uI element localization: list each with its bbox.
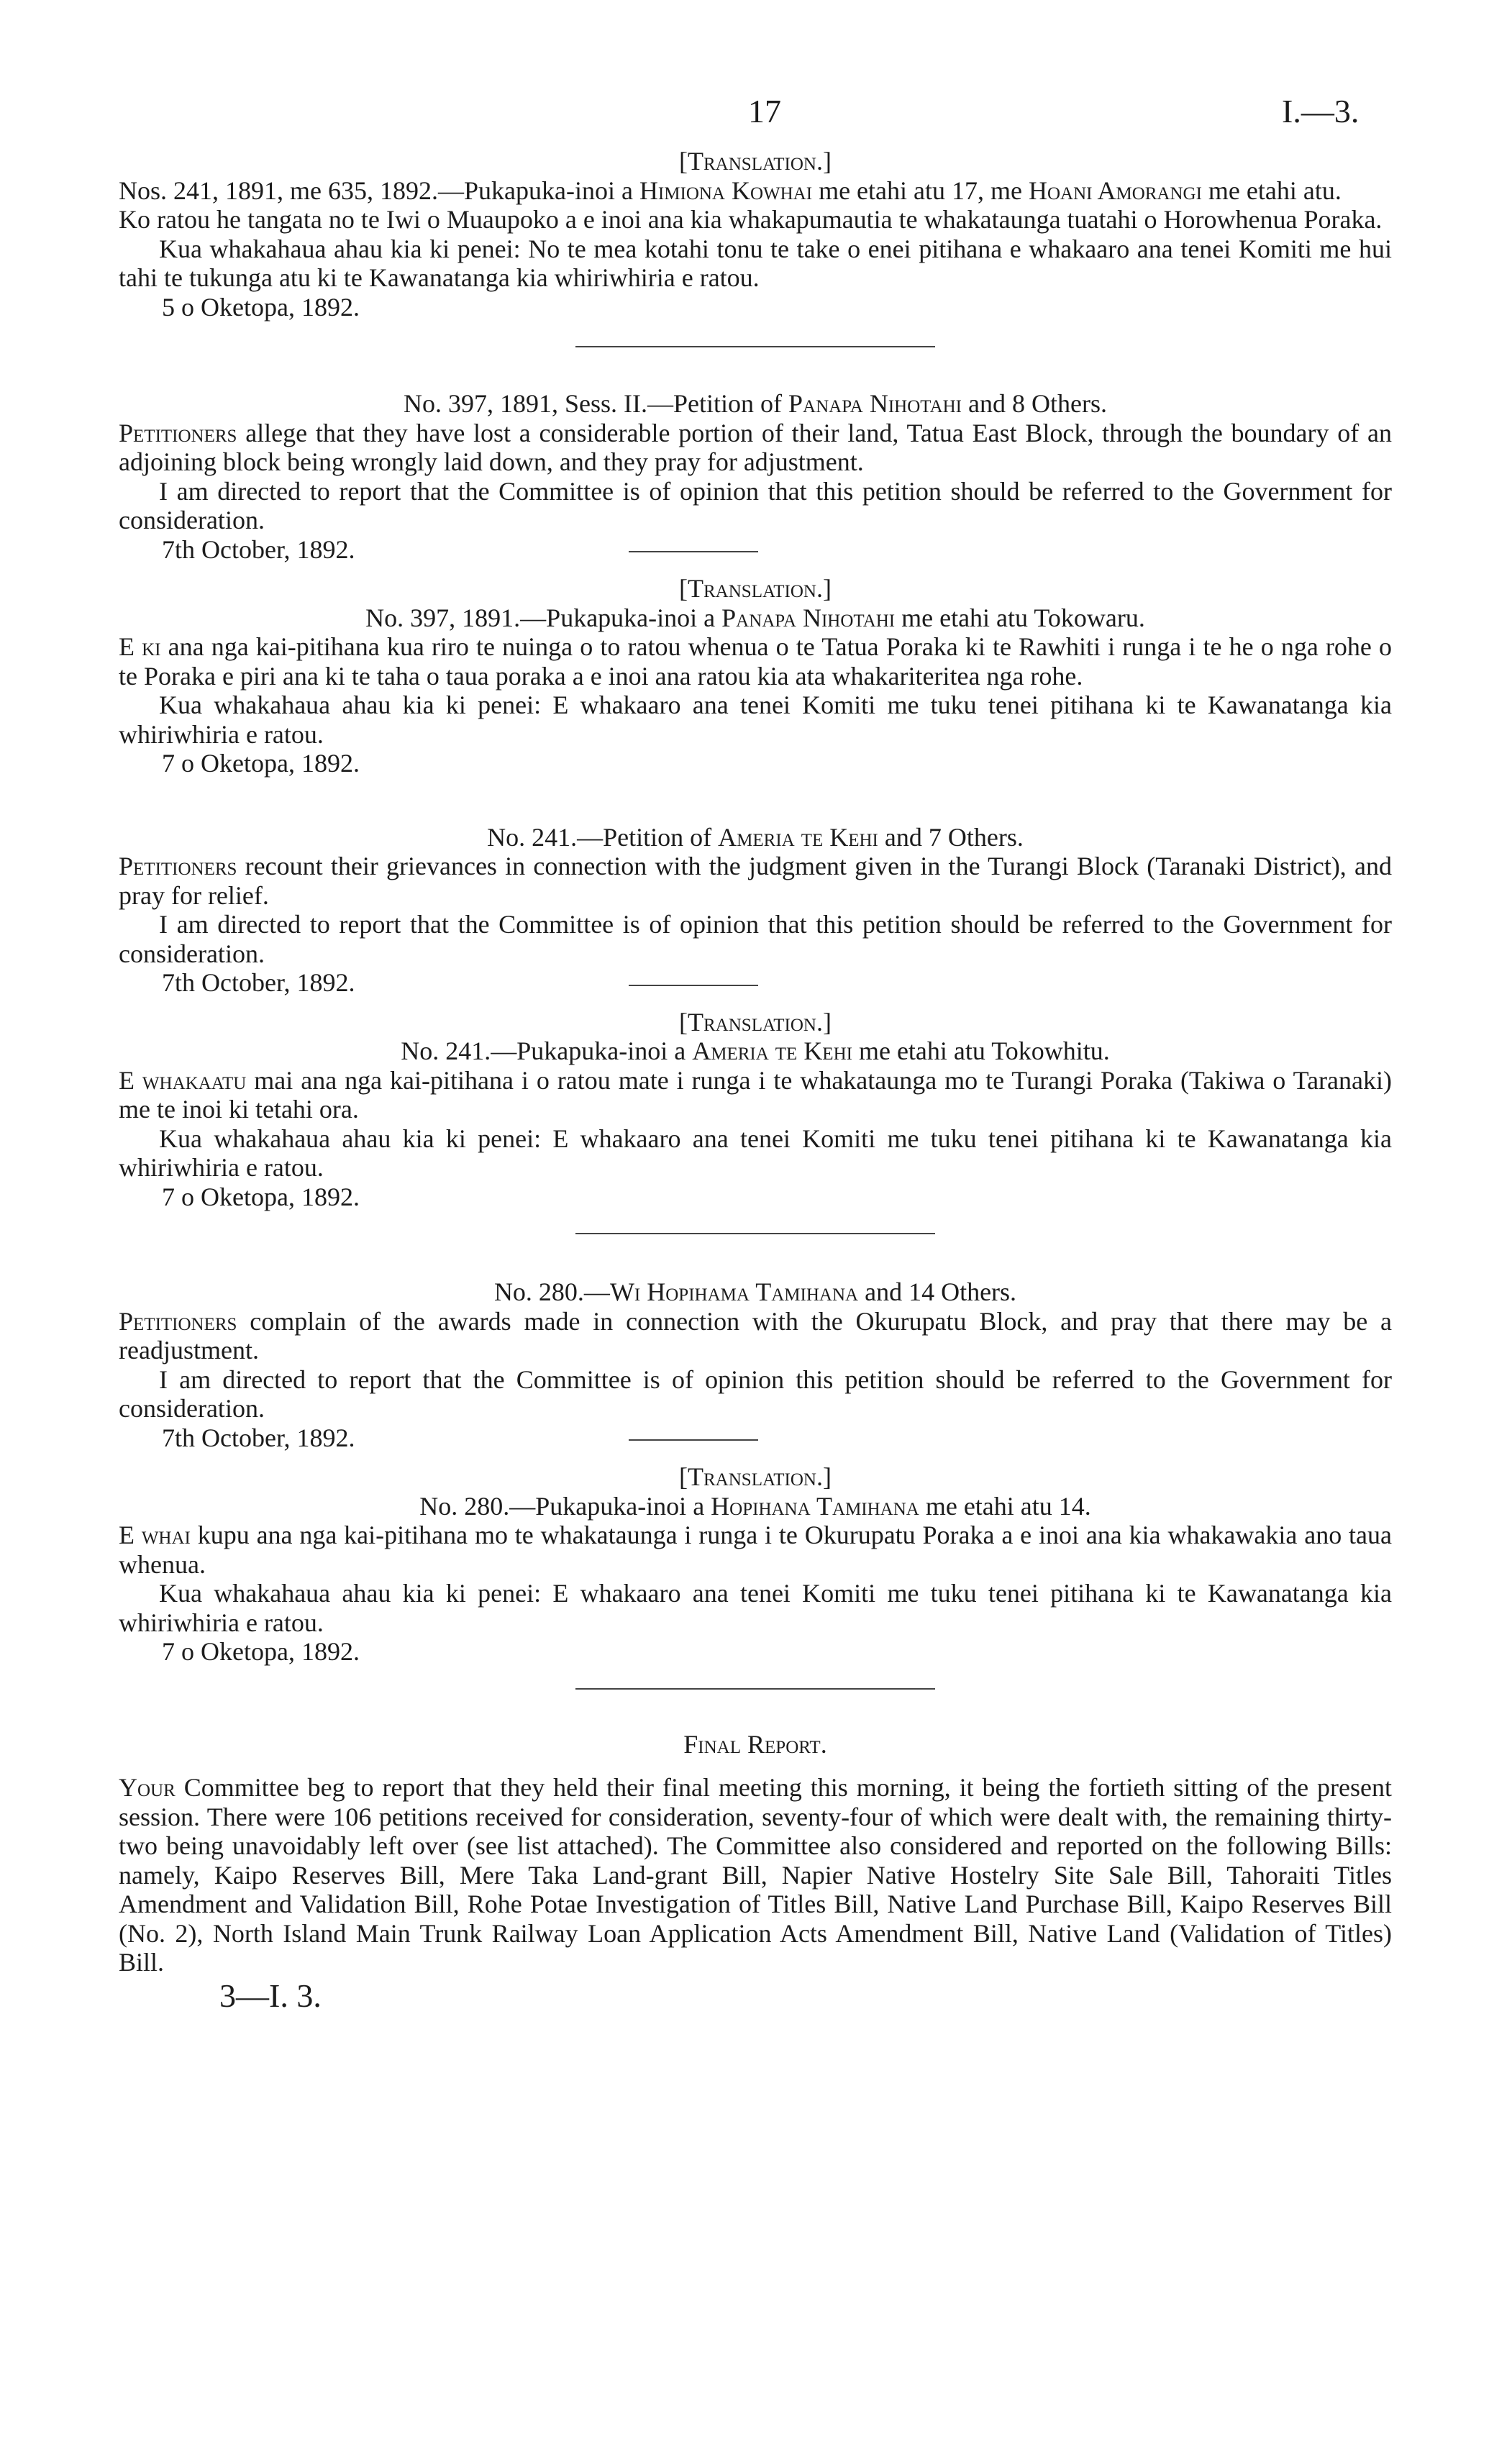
paper-reference: I.—3. — [1282, 93, 1360, 129]
paragraph: I am directed to report that the Committee is of opinion that this petition should be referred to the Government for consideration. — [119, 910, 1392, 968]
signature-mark: 3—I. 3. — [219, 1977, 322, 2014]
section-title: Nos. 241, 1891, me 635, 1892.—Pukapuka-inoi a Himiona Kowhai me etahi atu 17, me Hoani Amorangi me etahi atu. — [119, 176, 1342, 205]
section-title: No. 241.—Pukapuka-inoi a Ameria te Kehi me etahi atu Tokowhitu. — [401, 1036, 1110, 1065]
paragraph: E whakaatu mai ana nga kai-pitihana i o ratou mate i runga i te whakataunga mo te Turangi Poraka (Takiwa o Taranaki) me te inoi ki tetahi ora. — [119, 1065, 1392, 1124]
page-content — [119, 144, 1393, 2014]
section-divider — [575, 1688, 935, 1690]
date-line: 7th October, 1892. — [119, 968, 1392, 998]
paragraph: Ko ratou he tangata no te Iwi o Muaupoko a e inoi ana kia whakapumautia te whakataunga tuatahi o Horowhenua Poraka. — [119, 205, 1383, 234]
paragraph: Kua whakahaua ahau kia ki penei: E whakaaro ana tenei Komiti me tuku tenei pitihana ki te Kawanatanga kia whiriwhiria e ratou. — [119, 1124, 1392, 1182]
paragraph: Petitioners recount their grievances in connection with the judgment given in the Turangi Block (Taranaki District), and pray for relief. — [119, 852, 1392, 910]
translation-label: [Translation.] — [679, 1462, 832, 1491]
paragraph: Kua whakahaua ahau kia ki penei: E whakaaro ana tenei Komiti me tuku tenei pitihana ki te Kawanatanga kia whiriwhiria e ratou. — [119, 1579, 1392, 1637]
section-divider — [575, 1233, 935, 1234]
section-divider — [575, 346, 935, 347]
section-title: No. 397, 1891.—Pukapuka-inoi a Panapa Nihotahi me etahi atu Tokowaru. — [365, 603, 1145, 632]
section-title: No. 280.—Wi Hopihama Tamihana and 14 Others. — [493, 1277, 1017, 1306]
translation-label: [Translation.] — [679, 147, 832, 176]
paragraph: E ki ana nga kai-pitihana kua riro te nuinga o to ratou whenua o te Tatua Poraka ki te Rawhiti i runga i te he o nga rohe o te Poraka e piri ana ki te taha o taua poraka a e inoi ana ratou kia ata whakariteritea nga rohe. — [119, 632, 1393, 691]
paragraph: Kua whakahaua ahau kia ki penei: No te mea kotahi tonu te take o enei pitihana e whakaaro ana tenei Komiti me hui tahi te tukunga atu ki te Kawanatanga kia whiriwhiria e ratou. — [119, 234, 1392, 292]
paragraph: Petitioners allege that they have lost a considerable portion of their land, Tatua East Block, through the boundary of an adjoining block being wrongly laid down, and they pray for adjustment. — [119, 418, 1392, 476]
date-line: 7 o Oketopa, 1892. — [162, 1182, 360, 1211]
section-title: No. 397, 1891, Sess. II.—Petition of Panapa Nihotahi and 8 Others. — [404, 389, 1107, 418]
paragraph: E whai kupu ana nga kai-pitihana mo te whakataunga i runga i te Okurupatu Poraka a e inoi ana kia whakawakia ano taua whenua. — [119, 1521, 1392, 1579]
translation-label: [Translation.] — [679, 1007, 832, 1036]
date-line: 5 o Oketopa, 1892. — [162, 292, 360, 322]
short-divider — [629, 551, 758, 552]
section-title: No. 241.—Petition of Ameria te Kehi and 7 Others. — [487, 822, 1024, 852]
page-number: 17 — [748, 93, 781, 129]
paragraph: Kua whakahaua ahau kia ki penei: E whakaaro ana tenei Komiti me tuku tenei pitihana ki te Kawanatanga kia whiriwhiria e ratou. — [119, 691, 1392, 749]
date-line: 7 o Oketopa, 1892. — [162, 1637, 360, 1666]
date-line: 7 o Oketopa, 1892. — [162, 749, 360, 778]
translation-label: [Translation.] — [679, 574, 832, 603]
paragraph: Petitioners complain of the awards made in connection with the Okurupatu Block, and pray that there may be a readjustment. — [119, 1306, 1392, 1364]
final-report-heading: Final Report. — [683, 1729, 827, 1759]
paragraph: I am directed to report that the Committee is of opinion that this petition should be referred to the Government for consideration. — [119, 476, 1392, 534]
section-title: No. 280.—Pukapuka-inoi a Hopihana Tamihana me etahi atu 14. — [419, 1491, 1091, 1521]
date-line: 7th October, 1892. — [119, 535, 1392, 565]
paragraph: I am directed to report that the Committee is of opinion this petition should be referred to the Government for consideration. — [119, 1364, 1392, 1423]
final-report-paragraph: Your Committee beg to report that they held their final meeting this morning, it being the fortieth sitting of the present session. There were 106 petitions received for consideration, seventy-four of which were dealt with, the remaining thirty-two being unavoidably left over (see list attached). The Committee also considered and reported on the following Bills: namely, Kaipo Reserves Bill, Mere Taka Land-grant Bill, Napier Native Hostelry Site Sale Bill, Tahoraiti Titles Amendment and Validation Bill, Rohe Potae Investigation of Titles Bill, Native Land Purchase Bill, Kaipo Reserves Bill (No. 2), North Island Main Trunk Railway Loan Application Acts Amendment Bill, Native Land (Validation of Titles) Bill. — [119, 1773, 1392, 1977]
date-line: 7th October, 1892. — [119, 1423, 1392, 1453]
short-divider — [629, 1439, 758, 1441]
short-divider — [629, 985, 758, 986]
